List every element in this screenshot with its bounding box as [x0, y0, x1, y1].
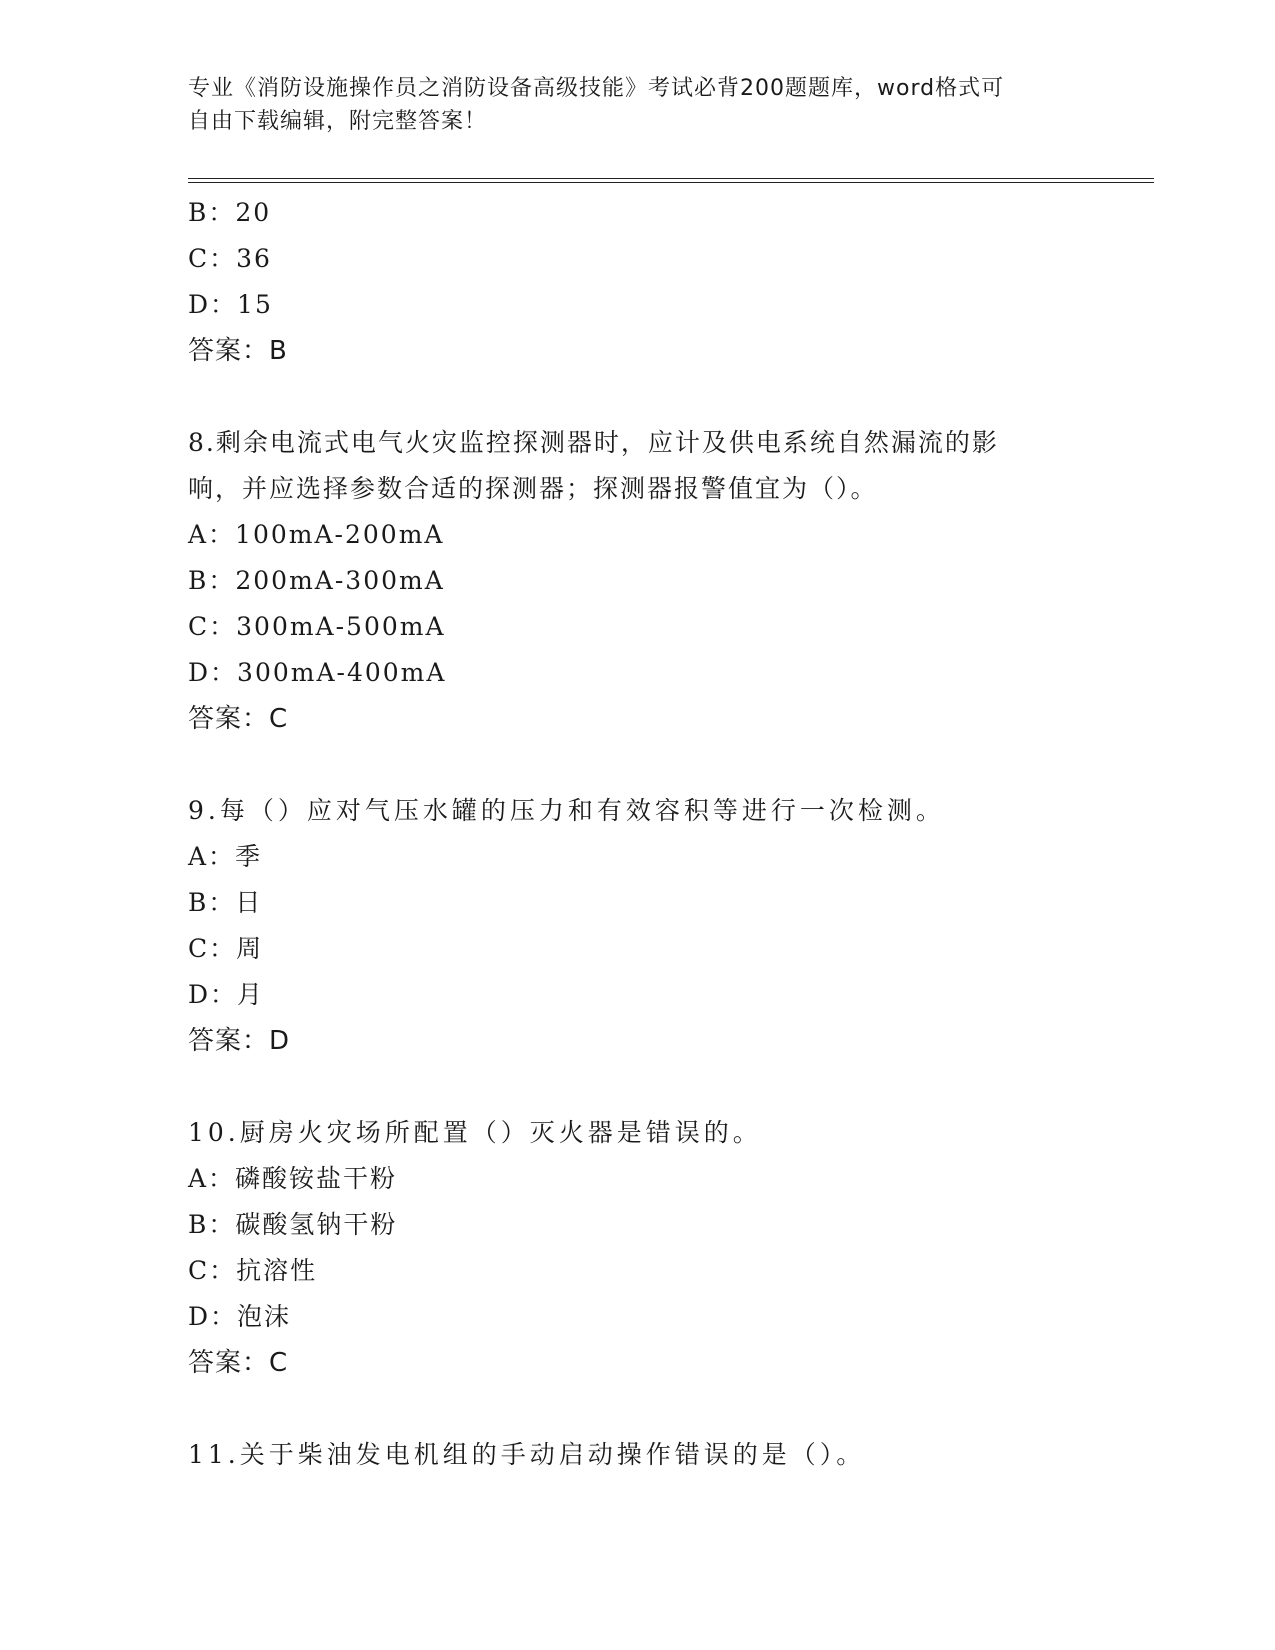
question-text-line-2: 响，并应选择参数合适的探测器；探测器报警值宜为（）。: [188, 474, 878, 503]
option-d: D：15: [188, 290, 273, 319]
answer-text: 答案：D: [188, 1026, 291, 1056]
document-header: [188, 72, 1088, 138]
question-10-block: [188, 1110, 1088, 1386]
question-list: [188, 190, 1088, 1478]
option-d: D：泡沫: [188, 1302, 292, 1331]
header-line-2: 自由下载编辑，附完整答案！: [188, 109, 488, 134]
option-b: B：20: [188, 198, 272, 227]
question-9-block: [188, 788, 1088, 1064]
header-divider-bottom: [188, 182, 1154, 183]
option-b: B：碳酸氢钠干粉: [188, 1210, 398, 1239]
header-divider-top: [188, 178, 1154, 179]
question-11-block: [188, 1432, 1088, 1478]
option-c: C：300mA-500mA: [188, 612, 446, 641]
answer-text: 答案：C: [188, 1348, 289, 1378]
option-d: D：300mA-400mA: [188, 658, 447, 687]
question-text: 10.厨房火灾场所配置（）灭火器是错误的。: [188, 1118, 762, 1147]
option-b: B：日: [188, 888, 263, 917]
option-d: D：月: [188, 980, 265, 1009]
question-7-block: [188, 190, 1088, 374]
option-b: B：200mA-300mA: [188, 566, 445, 595]
question-text: 11.关于柴油发电机组的手动启动操作错误的是（）。: [188, 1440, 866, 1469]
question-text: 9.每（）应对气压水罐的压力和有效容积等进行一次检测。: [188, 796, 945, 825]
option-c: C：周: [188, 934, 264, 963]
header-line-1: 专业《消防设施操作员之消防设备高级技能》考试必背200题题库，word格式可: [188, 76, 1005, 101]
question-8-block: [188, 420, 1088, 742]
option-c: C：36: [188, 244, 272, 273]
answer-text: 答案：B: [188, 336, 288, 366]
question-text: [188, 420, 1068, 512]
answer-text: 答案：C: [188, 704, 289, 734]
option-a: A：磷酸铵盐干粉: [188, 1164, 398, 1193]
question-text-line-1: 8.剩余电流式电气火灾监控探测器时，应计及供电系统自然漏流的影: [188, 428, 999, 457]
option-a: A：季: [188, 842, 263, 871]
option-c: C：抗溶性: [188, 1256, 318, 1285]
option-a: A：100mA-200mA: [188, 520, 445, 549]
